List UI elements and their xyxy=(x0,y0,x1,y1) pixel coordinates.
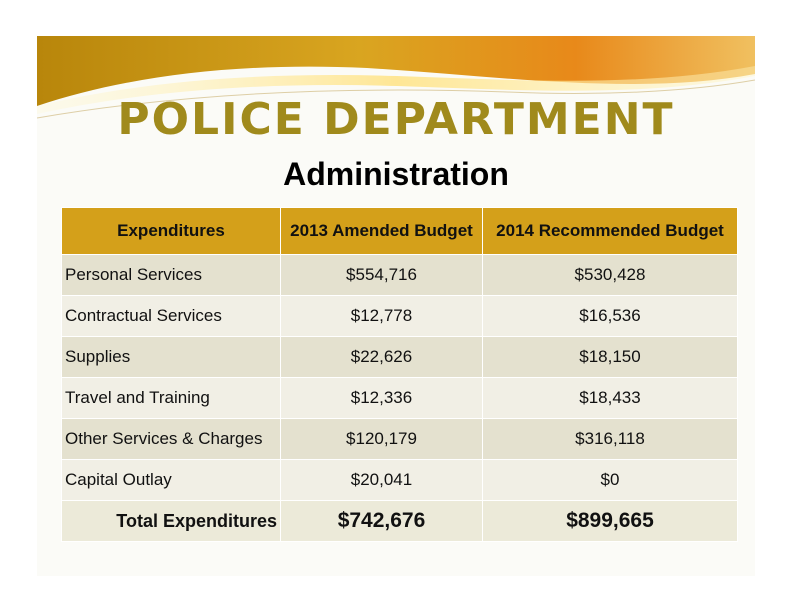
row-label: Contractual Services xyxy=(62,296,281,337)
budget-table xyxy=(61,207,738,542)
value-2013: $554,716 xyxy=(281,255,483,296)
value-2013: $22,626 xyxy=(281,337,483,378)
value-2014: $18,433 xyxy=(483,378,738,419)
table-row xyxy=(62,255,738,296)
value-2013: $12,336 xyxy=(281,378,483,419)
table-row xyxy=(62,419,738,460)
value-2013: $120,179 xyxy=(281,419,483,460)
slide xyxy=(37,36,755,576)
header-2013-amended-budget: 2013 Amended Budget xyxy=(281,208,483,255)
section-subtitle: Administration xyxy=(283,156,509,192)
page-title: POLICE DEPARTMENT xyxy=(117,94,675,145)
value-2013: $12,778 xyxy=(281,296,483,337)
row-label: Other Services & Charges xyxy=(62,419,281,460)
table-row xyxy=(62,296,738,337)
header-2014-recommended-budget: 2014 Recommended Budget xyxy=(483,208,738,255)
table-header-row xyxy=(62,208,738,255)
total-2014: $899,665 xyxy=(483,501,738,542)
value-2014: $18,150 xyxy=(483,337,738,378)
value-2013: $20,041 xyxy=(281,460,483,501)
row-label: Capital Outlay xyxy=(62,460,281,501)
row-label: Personal Services xyxy=(62,255,281,296)
value-2014: $0 xyxy=(483,460,738,501)
row-label: Supplies xyxy=(62,337,281,378)
total-row xyxy=(62,501,738,542)
total-2013: $742,676 xyxy=(281,501,483,542)
table-row xyxy=(62,337,738,378)
total-label: Total Expenditures xyxy=(62,501,281,542)
table-row xyxy=(62,460,738,501)
value-2014: $16,536 xyxy=(483,296,738,337)
value-2014: $316,118 xyxy=(483,419,738,460)
table-row xyxy=(62,378,738,419)
value-2014: $530,428 xyxy=(483,255,738,296)
row-label: Travel and Training xyxy=(62,378,281,419)
header-expenditures: Expenditures xyxy=(62,208,281,255)
